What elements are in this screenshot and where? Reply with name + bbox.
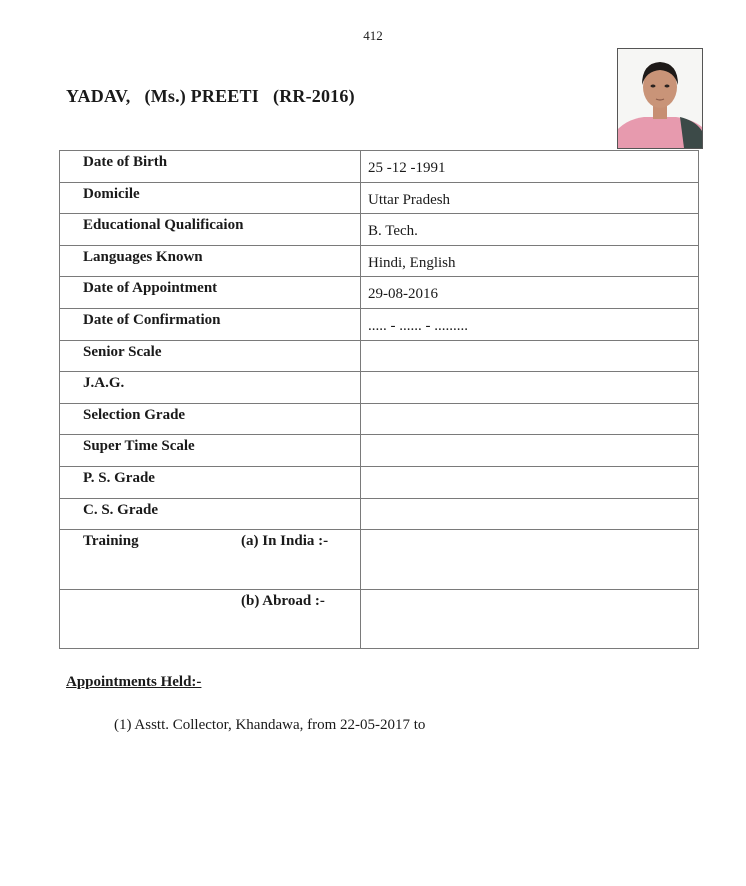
table-row [60, 372, 699, 404]
row-label: Selection Grade [60, 403, 361, 435]
table-row [60, 214, 699, 246]
training-sub-label: (b) Abroad :- [241, 592, 325, 609]
table-row [60, 340, 699, 372]
training-india-row [60, 530, 699, 590]
row-label: C. S. Grade [60, 498, 361, 530]
officer-photo [617, 48, 703, 149]
row-label: Date of Birth [60, 151, 361, 183]
table-row [60, 308, 699, 340]
row-value [361, 435, 699, 467]
row-value [361, 498, 699, 530]
row-value: 25 -12 -1991 [361, 151, 699, 183]
table-row [60, 277, 699, 309]
row-value [361, 403, 699, 435]
table-row [60, 435, 699, 467]
row-label: Date of Appointment [60, 277, 361, 309]
training-value [361, 589, 699, 649]
table-row [60, 182, 699, 214]
officer-name-heading: YADAV, (Ms.) PREETI (RR-2016) [66, 86, 355, 106]
table-row [60, 466, 699, 498]
row-label: Date of Confirmation [60, 308, 361, 340]
row-label: Super Time Scale [60, 435, 361, 467]
training-value [361, 530, 699, 590]
table-row [60, 403, 699, 435]
row-label: P. S. Grade [60, 466, 361, 498]
row-value: B. Tech. [361, 214, 699, 246]
appointment-item: (1) Asstt. Collector, Khandawa, from 22-05-2017 to [114, 717, 426, 733]
officer-details-table [59, 150, 699, 649]
row-label: Educational Qualificaion [60, 214, 361, 246]
table-row [60, 151, 699, 183]
row-label: J.A.G. [60, 372, 361, 404]
row-value: Hindi, English [361, 245, 699, 277]
row-value [361, 466, 699, 498]
row-label: Languages Known [60, 245, 361, 277]
appointments-heading: Appointments Held:- [66, 674, 202, 690]
page-number: 412 [363, 28, 383, 43]
row-value [361, 340, 699, 372]
row-value: 29-08-2016 [361, 277, 699, 309]
training-label: Training [83, 533, 139, 550]
table-row [60, 498, 699, 530]
row-value: ..... - ...... - ......... [361, 308, 699, 340]
table-row [60, 245, 699, 277]
row-label: Domicile [60, 182, 361, 214]
training-sub-label: (a) In India :- [241, 533, 329, 550]
row-value: Uttar Pradesh [361, 182, 699, 214]
row-value [361, 372, 699, 404]
training-abroad-row [60, 589, 699, 649]
row-label: Senior Scale [60, 340, 361, 372]
